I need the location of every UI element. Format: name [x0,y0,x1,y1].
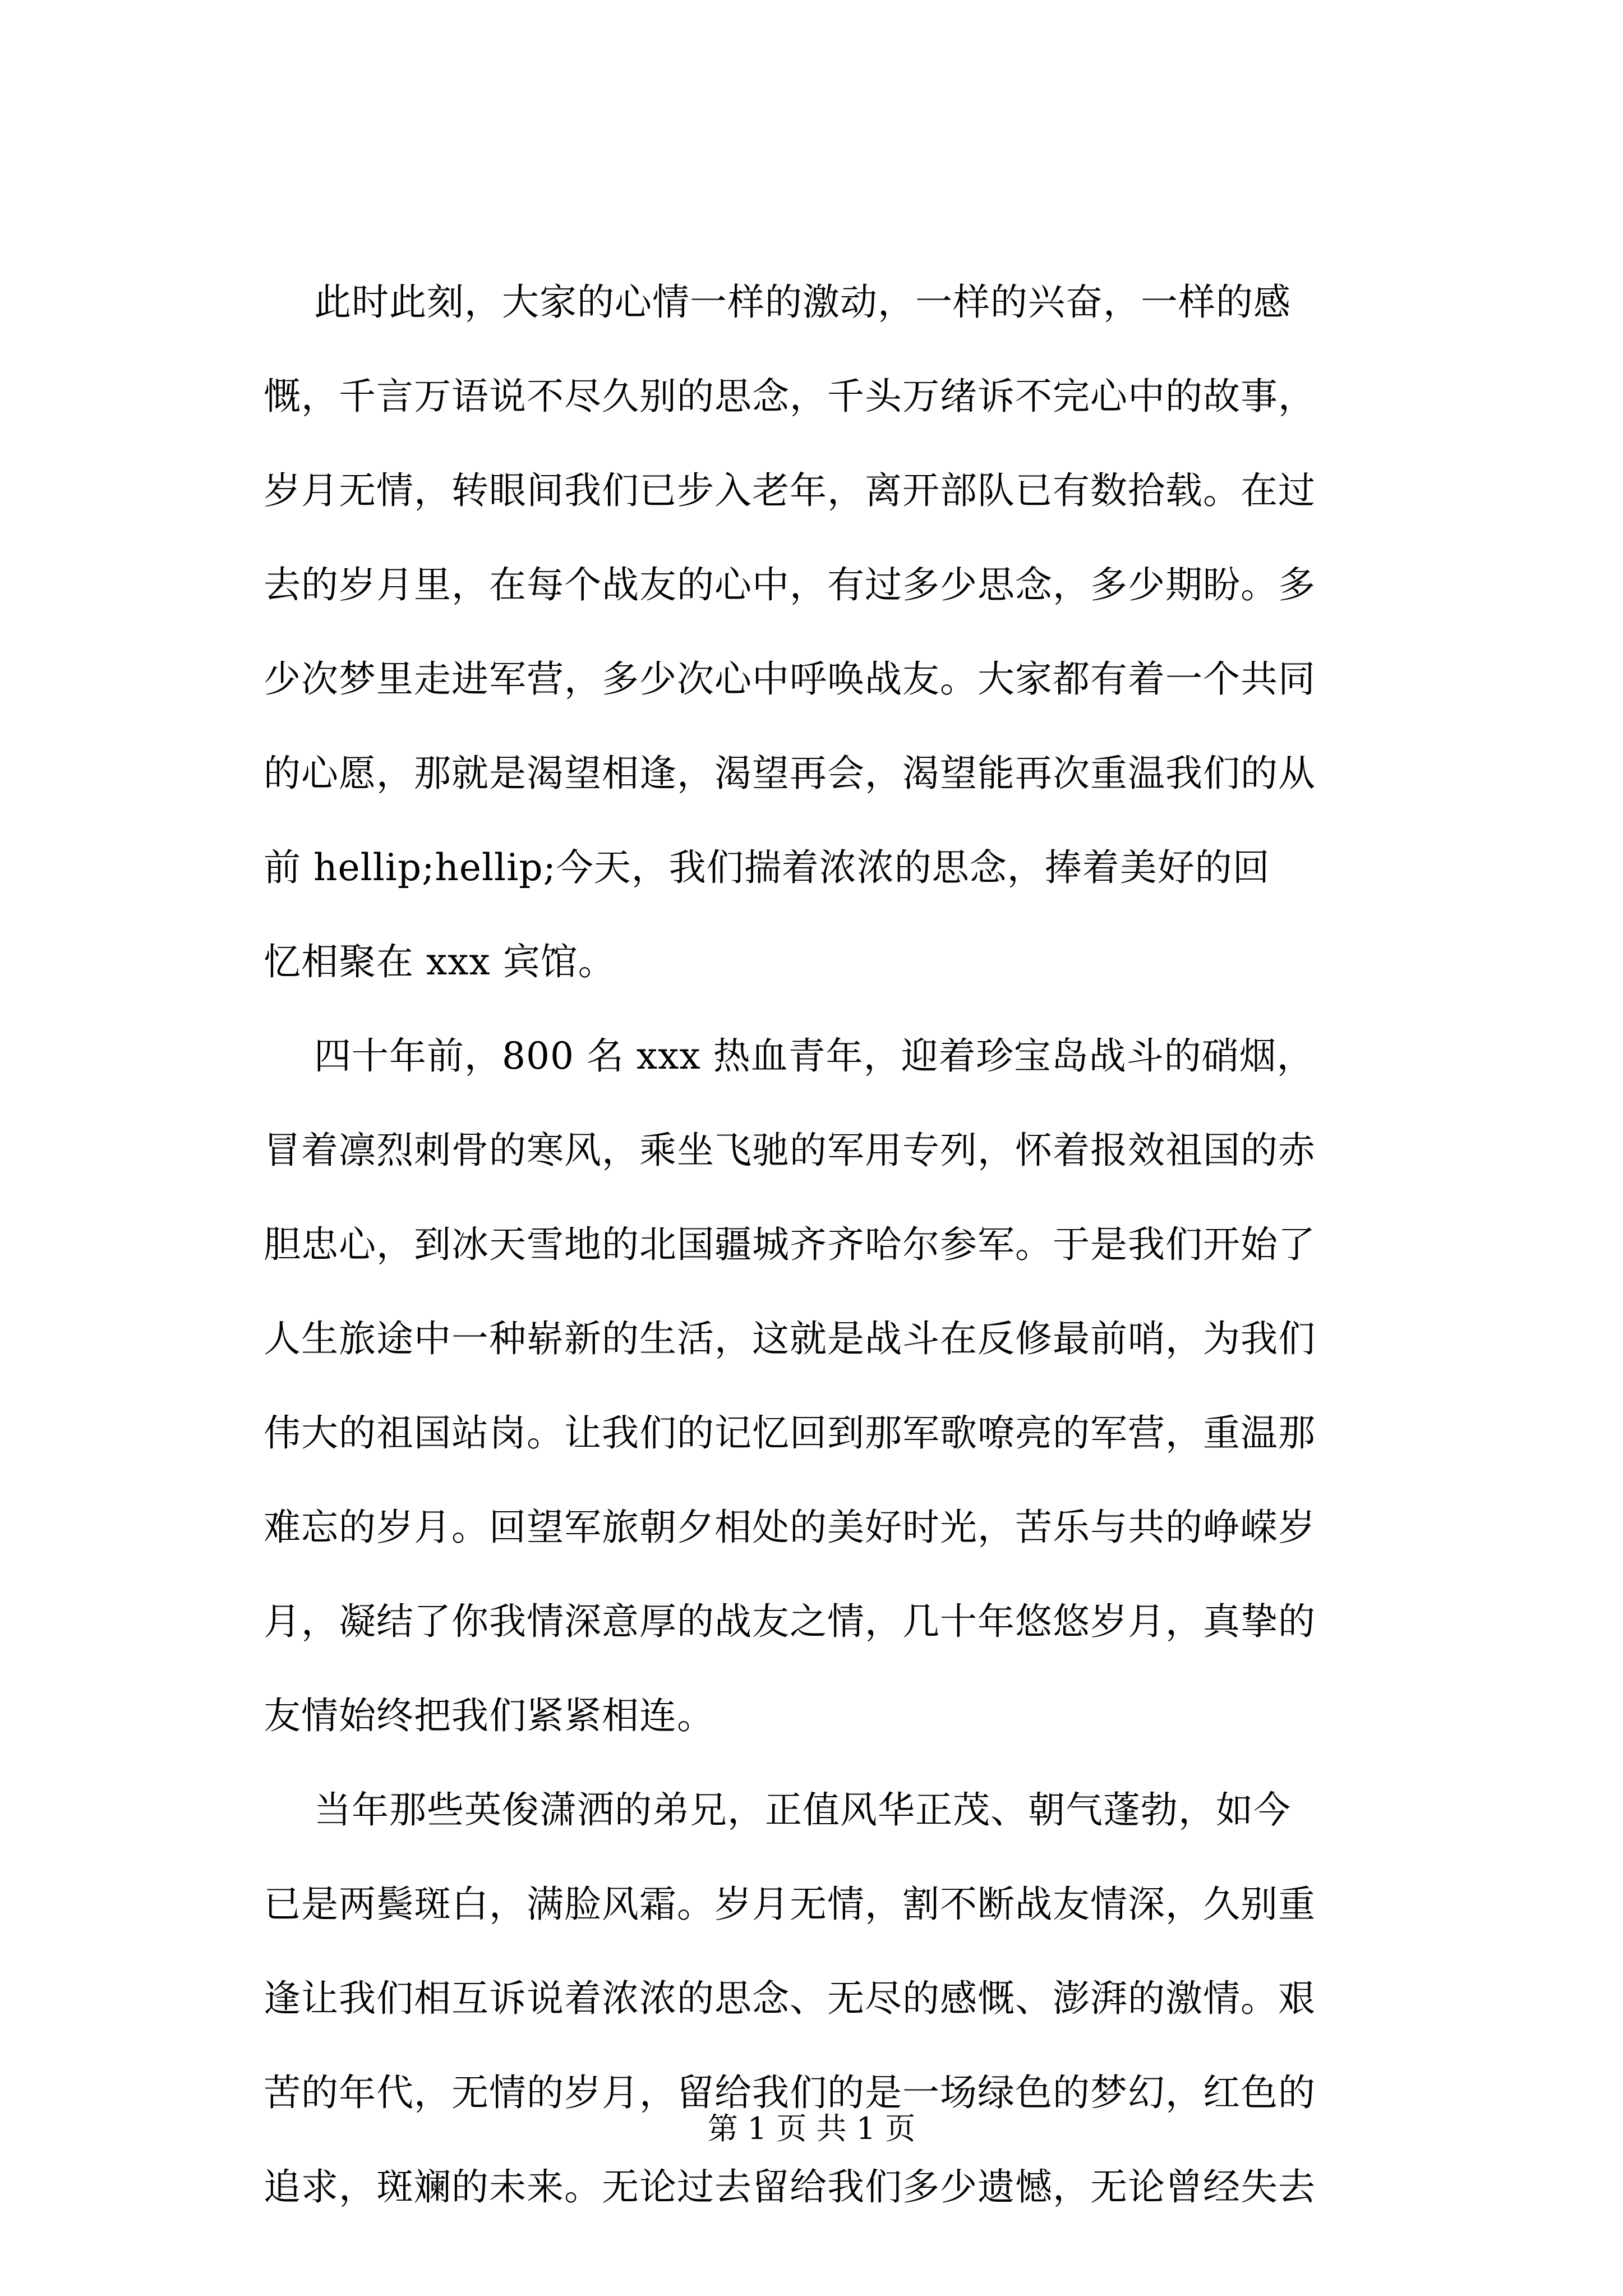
text-line: 月，凝结了你我情深意厚的战友之情，几十年悠悠岁月，真挚的 [264,1600,1316,1643]
text-line: 伟大的祖国站岗。让我们的记忆回到那军歌嘹亮的军营，重温那 [264,1411,1316,1455]
paragraph [264,255,1427,1009]
page-number-label: 第 1 页 共 1 页 [707,2111,916,2146]
text-line: 去的岁月里，在每个战友的心中，有过多少思念，多少期盼。多 [264,563,1316,606]
text-line: 友情始终把我们紧紧相连。 [264,1694,714,1737]
text-line: 前 hellip;hellip;今天，我们揣着浓浓的思念，捧着美好的回 [264,846,1270,889]
text-line: 冒着凛烈刺骨的寒风，乘坐飞驰的军用专列，怀着报效祖国的赤 [264,1129,1316,1172]
text-line: 岁月无情，转眼间我们已步入老年，离开部队已有数拾载。在过 [264,469,1316,512]
page-footer [0,2109,1623,2148]
document-body [264,255,1427,2234]
text-line: 已是两鬓斑白，满脸风霜。岁月无情，割不断战友情深，久别重 [264,1883,1316,1926]
text-line: 慨，千言万语说不尽久别的思念，千头万绪诉不完心中的故事， [264,375,1316,418]
text-line: 逢让我们相互诉说着浓浓的思念、无尽的感慨、澎湃的激情。艰 [264,1977,1316,2020]
paragraph [264,1763,1427,2234]
text-line: 的心愿，那就是渴望相逢，渴望再会，渴望能再次重温我们的从 [264,752,1316,795]
text-line: 当年那些英俊潇洒的弟兄，正值风华正茂、朝气蓬勃，如今 [314,1788,1291,1832]
text-line: 四十年前，800 名 xxx 热血青年，迎着珍宝岛战斗的硝烟， [314,1034,1315,1078]
text-line: 人生旅途中一种崭新的生活，这就是战斗在反修最前哨，为我们 [264,1317,1316,1360]
paragraph [264,1009,1427,1763]
text-line: 难忘的岁月。回望军旅朝夕相处的美好时光，苦乐与共的峥嵘岁 [264,1506,1316,1549]
text-line: 追求，斑斓的未来。无论过去留给我们多少遗憾，无论曾经失去 [264,2165,1316,2208]
text-line: 胆忠心，到冰天雪地的北国疆城齐齐哈尔参军。于是我们开始了 [264,1223,1316,1266]
text-line: 忆相聚在 xxx 宾馆。 [264,940,616,983]
text-line: 少次梦里走进军营，多少次心中呼唤战友。大家都有着一个共同 [264,657,1316,701]
text-line: 苦的年代，无情的岁月，留给我们的是一场绿色的梦幻，红色的 [264,2071,1316,2114]
text-line: 此时此刻，大家的心情一样的激动，一样的兴奋，一样的感 [314,280,1291,324]
